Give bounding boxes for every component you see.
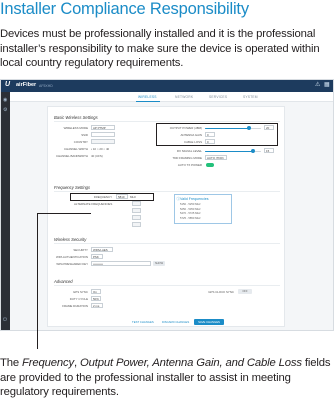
gps-sync-select[interactable]: On	[91, 289, 101, 294]
wireless-security-title: Wireless Security	[54, 237, 87, 242]
logout-icon[interactable]: ⏻	[3, 317, 7, 323]
frame-duration-select[interactable]: 2 ms	[91, 303, 103, 308]
frequency-settings-title: Frequency Settings	[54, 185, 91, 190]
advanced-title: Advanced	[54, 279, 73, 284]
tab-services[interactable]: SERVICES	[209, 95, 228, 99]
valid-frequency-range: 5725 - 5850 MHz	[180, 216, 201, 220]
callout-line	[37, 213, 38, 349]
wireless-mode-label: WIRELESS MODE	[63, 126, 88, 130]
caption-emphasis: Output Power, Antenna Gain, and Cable Loss	[80, 357, 302, 369]
output-power-input[interactable]: 20	[264, 125, 274, 130]
basic-settings-title: Basic Wireless Settings	[54, 115, 98, 120]
channel-bandwidth-value: 40 (UFS)	[91, 154, 103, 158]
show-key-button[interactable]: SHOW	[154, 262, 164, 265]
ubiquiti-logo-icon: U	[5, 81, 11, 88]
duty-cycle-label: DUTY CYCLE	[69, 297, 88, 301]
gps-sync-label: GPS SYNC	[73, 290, 88, 294]
country-label: COUNTRY	[73, 140, 88, 144]
alert-icon[interactable]: ⚠	[315, 82, 321, 88]
divider	[54, 191, 280, 192]
save-changes-button[interactable]: SAVE CHANGES	[194, 319, 224, 325]
output-power-slider[interactable]	[205, 128, 261, 129]
tdd-framing-select[interactable]: AUTO (TDD)	[205, 155, 227, 160]
caption-paragraph	[0, 356, 334, 400]
frame-duration-label: FRAME DURATION	[62, 304, 88, 308]
tab-network[interactable]: NETWORK	[175, 95, 194, 99]
auto-tx-power-toggle[interactable]	[206, 163, 214, 167]
cable-loss-input[interactable]: 0	[205, 139, 215, 144]
channel-bandwidth-label: CHANNEL BANDWIDTH	[56, 154, 89, 158]
page-heading: Installer Compliance Responsibility	[0, 0, 249, 18]
frequency-unit: MHz	[130, 195, 136, 199]
caption-text: ,	[74, 357, 81, 369]
wireless-mode-select[interactable]: AP PTMP	[91, 125, 115, 130]
gps-clock-sync-toggle[interactable]: OFF	[238, 289, 252, 294]
rx-signal-slider-handle[interactable]	[251, 149, 255, 153]
tdd-framing-label: TDD FRAMING MODE	[172, 156, 202, 160]
test-changes-button[interactable]: TEST CHANGES	[132, 319, 154, 324]
rx-signal-input[interactable]: 15	[264, 148, 274, 153]
alt-frequency-input-4[interactable]	[132, 222, 141, 227]
wpa-authentication-select[interactable]: PSK	[91, 254, 103, 259]
duty-cycle-select[interactable]: 50%	[91, 296, 101, 301]
divider	[54, 121, 280, 122]
actions-bar	[48, 317, 284, 327]
alt-frequency-input-2[interactable]	[132, 208, 141, 213]
settings-panel	[47, 106, 285, 327]
security-label: SECURITY	[73, 248, 88, 252]
grid-menu-icon[interactable]: ▦	[324, 82, 330, 88]
auto-tx-power-label: AUTO TX POWER	[177, 163, 202, 167]
valid-frequency-range: 5470 - 5725 MHz	[180, 212, 201, 215]
active-tab-indicator	[136, 101, 160, 102]
valid-frequencies-title: Valid Frequencies	[180, 197, 209, 201]
country-field	[91, 139, 115, 144]
device-name: AF5XHD	[39, 83, 53, 88]
rx-signal-label: RX SIGNAL LEVEL	[176, 149, 202, 153]
caption-emphasis: Frequency	[22, 357, 75, 369]
callout-line	[37, 213, 91, 214]
ssid-label: SSID	[81, 133, 88, 137]
alternate-frequencies-label: ALTERNATE FREQUENCIES	[74, 202, 113, 206]
valid-frequencies-box	[174, 194, 232, 224]
caption-text: The	[0, 357, 23, 369]
tab-bar	[10, 92, 333, 102]
discard-changes-button[interactable]: DISCARD CHANGES	[162, 319, 190, 324]
antenna-gain-label: ANTENNA GAIN	[180, 133, 202, 137]
gps-clock-sync-label: GPS CLOCK SYNC	[208, 290, 234, 294]
wpa-key-input[interactable]: ••••••••••	[91, 261, 151, 266]
ssid-input[interactable]	[91, 132, 115, 137]
product-logo: airFiber	[16, 82, 37, 88]
divider	[54, 243, 280, 244]
tab-system[interactable]: SYSTEM	[243, 95, 258, 99]
alt-frequency-input-3[interactable]	[132, 215, 141, 220]
alt-frequency-input-1[interactable]	[132, 201, 141, 206]
tools-icon[interactable]: ⚙	[3, 107, 8, 113]
valid-frequency-range: 5250 - 5350 MHz	[180, 207, 201, 211]
divider	[54, 285, 280, 286]
output-power-label: OUTPUT POWER (dBM)	[169, 126, 202, 130]
intro-paragraph: Devices must be professionally installed and it is the professional installer’s responsibility to make sure the device is operated within local country regulatory requirements.	[0, 28, 320, 70]
sidebar	[1, 92, 10, 330]
frequency-input[interactable]: 5810	[116, 194, 128, 199]
antenna-gain-input[interactable]: 0	[205, 132, 215, 137]
tab-wireless[interactable]: WIRELESS	[138, 95, 157, 99]
security-select[interactable]: WPA2-AES	[91, 247, 113, 252]
frequency-label: FREQUENCY	[93, 195, 112, 199]
channel-width-label: CHANNEL WIDTH	[64, 147, 88, 151]
valid-frequency-range: 5150 - 5250 MHz	[180, 203, 201, 206]
ui-screenshot	[0, 79, 334, 331]
top-bar	[1, 80, 333, 92]
wpa-authentication-label: WPA AUTHENTICATION	[56, 255, 89, 259]
caption-text: fields are provided to the professional installer to assist in meeting regulatory requirements.	[0, 357, 331, 399]
channel-width-radios[interactable]: • 10 ○ 20 ○ 40	[91, 147, 110, 151]
output-power-slider-handle[interactable]	[247, 126, 251, 130]
wpa-key-label: WPA PRESHARED KEY	[56, 262, 88, 266]
cable-loss-label: CABLE LOSS	[184, 140, 202, 144]
info-icon: ⓘ	[176, 197, 180, 201]
dashboard-icon[interactable]: ◉	[3, 97, 8, 103]
